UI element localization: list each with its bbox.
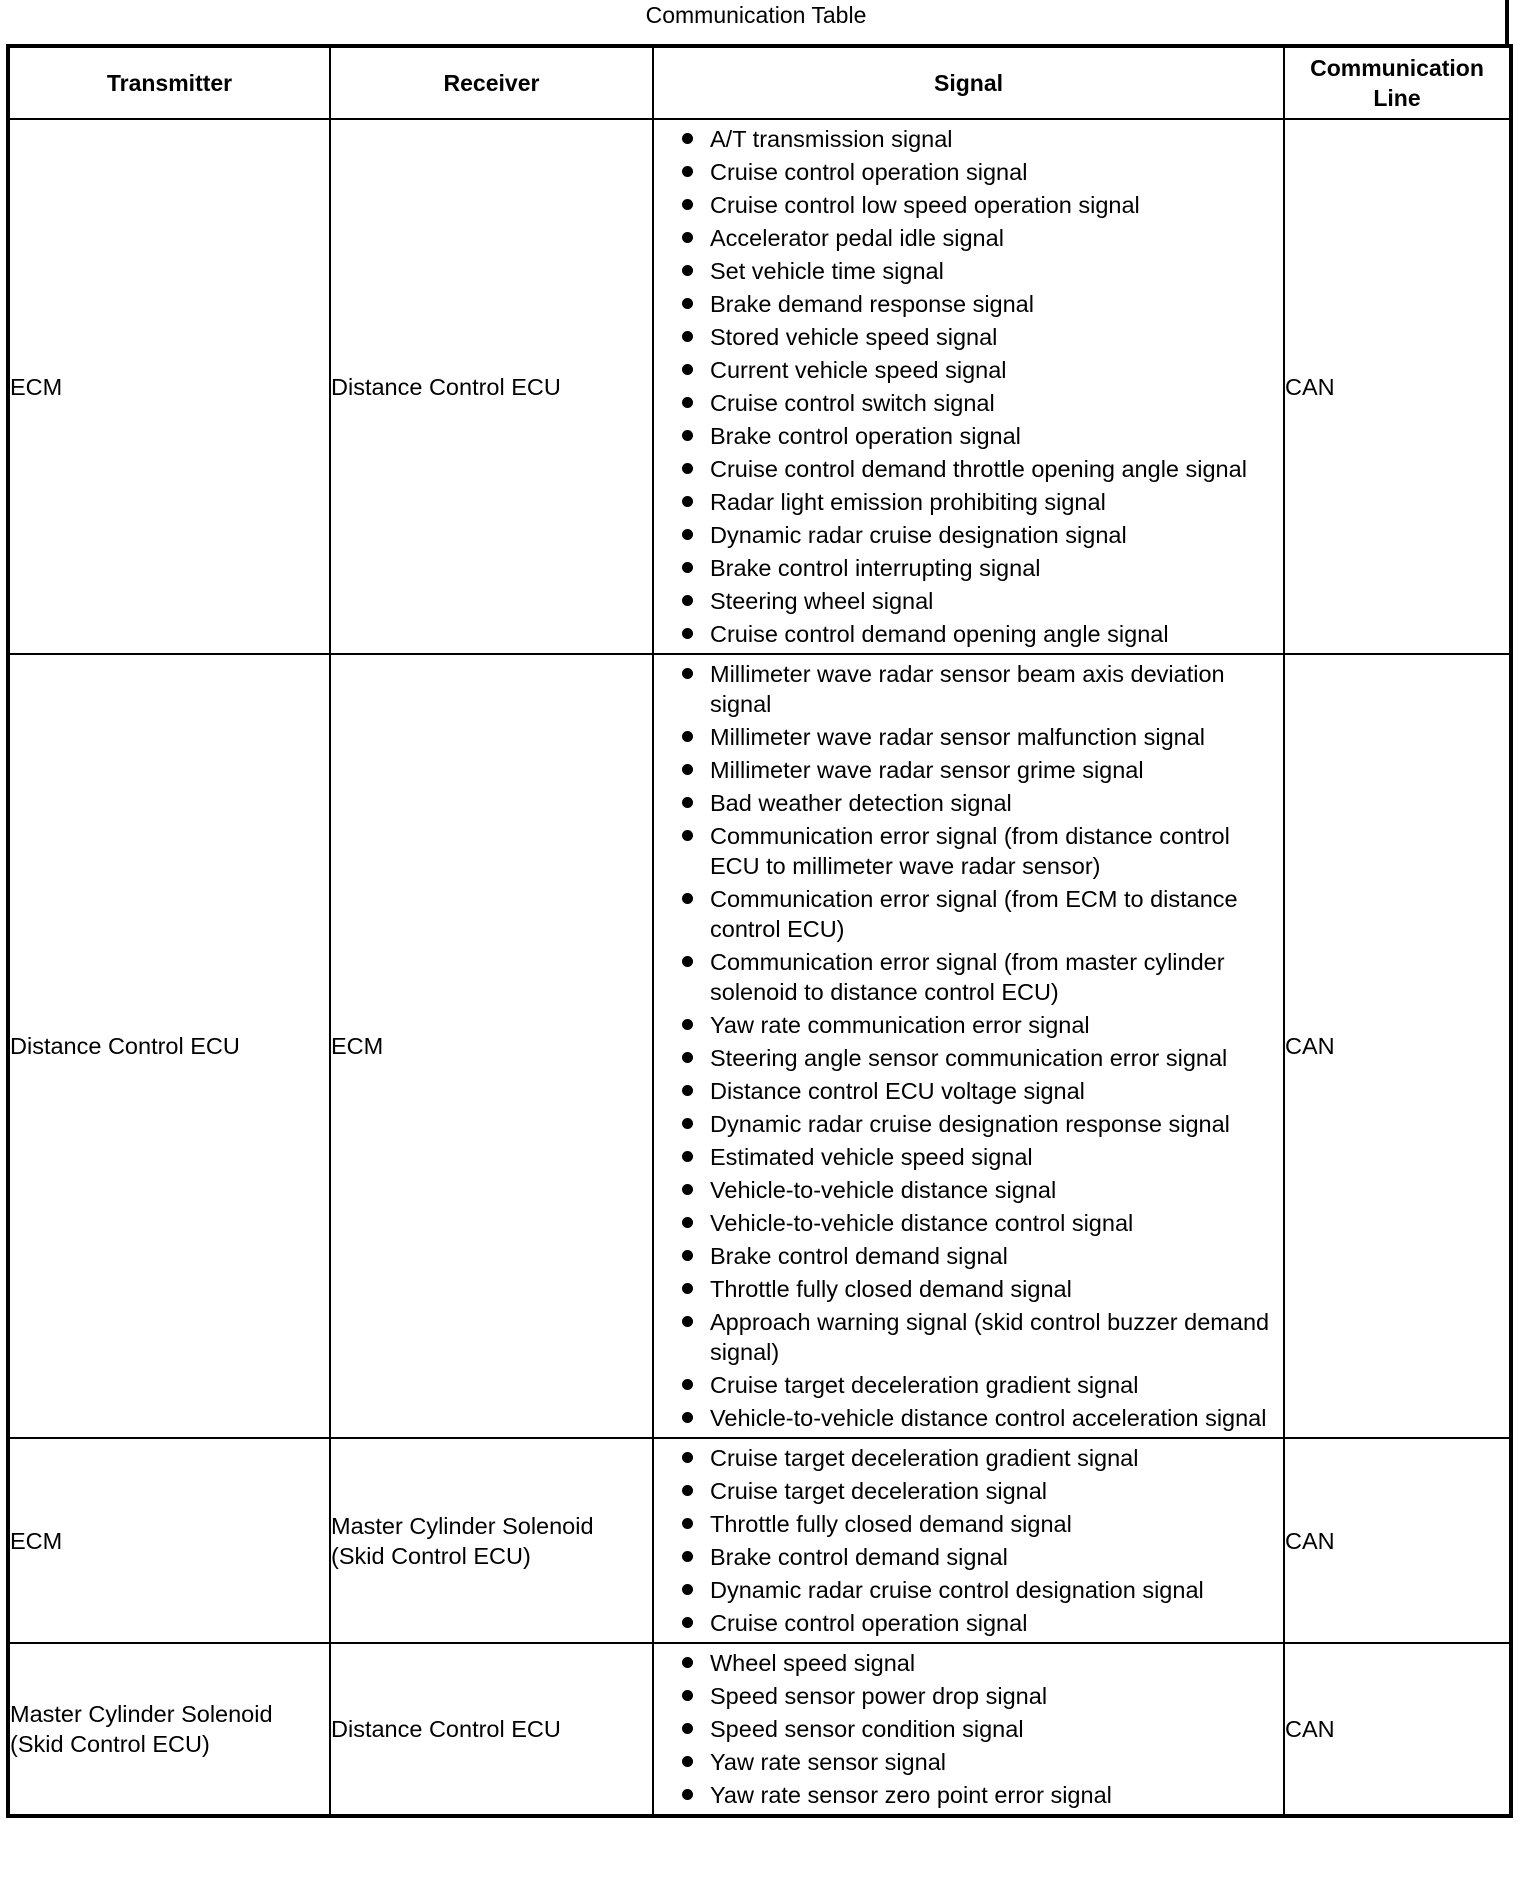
signal-item: Cruise control operation signal: [654, 1608, 1275, 1638]
signal-item: Radar light emission prohibiting signal: [654, 487, 1275, 517]
signal-item: Dynamic radar cruise designation signal: [654, 520, 1275, 550]
signal-item: Speed sensor power drop signal: [654, 1681, 1275, 1711]
signal-item: Cruise control demand throttle opening angle signal: [654, 454, 1275, 484]
signal-cell: [653, 1438, 1284, 1643]
receiver-cell: Distance Control ECU: [330, 119, 653, 654]
signal-item: Distance control ECU voltage signal: [654, 1076, 1275, 1106]
signal-item: Vehicle-to-vehicle distance signal: [654, 1175, 1275, 1205]
signal-list: [654, 1644, 1283, 1814]
header-receiver: Receiver: [330, 46, 653, 119]
signal-item: Brake control demand signal: [654, 1542, 1275, 1572]
signal-item: Cruise control demand opening angle signal: [654, 619, 1275, 649]
signal-cell: [653, 1643, 1284, 1816]
transmitter-cell: ECM: [8, 1438, 330, 1643]
table-row: [8, 119, 1511, 654]
signal-item: Approach warning signal (skid control buzzer demand signal): [654, 1307, 1275, 1367]
table-row: [8, 1643, 1511, 1816]
signal-list: [654, 655, 1283, 1437]
signal-item: A/T transmission signal: [654, 124, 1275, 154]
table-body: [8, 119, 1511, 1816]
signal-item: Cruise control operation signal: [654, 157, 1275, 187]
signal-list: [654, 1439, 1283, 1642]
signal-cell: [653, 654, 1284, 1438]
header-signal: Signal: [653, 46, 1284, 119]
signal-item: Steering angle sensor communication error signal: [654, 1043, 1275, 1073]
signal-item: Brake demand response signal: [654, 289, 1275, 319]
signal-item: Estimated vehicle speed signal: [654, 1142, 1275, 1172]
signal-item: Cruise target deceleration gradient signal: [654, 1443, 1275, 1473]
communication-line-cell: CAN: [1284, 1438, 1511, 1643]
signal-item: Millimeter wave radar sensor grime signal: [654, 755, 1275, 785]
signal-list: [654, 120, 1283, 653]
signal-item: Millimeter wave radar sensor beam axis deviation signal: [654, 659, 1275, 719]
signal-item: Communication error signal (from master cylinder solenoid to distance control ECU): [654, 947, 1275, 1007]
communication-table: [6, 44, 1513, 1818]
communication-line-cell: CAN: [1284, 119, 1511, 654]
signal-item: Accelerator pedal idle signal: [654, 223, 1275, 253]
table-caption: Communication Table: [645, 2, 867, 28]
signal-item: Throttle fully closed demand signal: [654, 1274, 1275, 1304]
signal-item: Dynamic radar cruise control designation signal: [654, 1575, 1275, 1605]
signal-item: Dynamic radar cruise designation response signal: [654, 1109, 1275, 1139]
receiver-cell: Distance Control ECU: [330, 1643, 653, 1816]
signal-item: Brake control operation signal: [654, 421, 1275, 451]
signal-item: Cruise control low speed operation signal: [654, 190, 1275, 220]
communication-line-cell: CAN: [1284, 654, 1511, 1438]
signal-item: Vehicle-to-vehicle distance control acceleration signal: [654, 1403, 1275, 1433]
signal-item: Set vehicle time signal: [654, 256, 1275, 286]
signal-item: Communication error signal (from distance control ECU to millimeter wave radar sensor): [654, 821, 1275, 881]
signal-item: Steering wheel signal: [654, 586, 1275, 616]
signal-item: Bad weather detection signal: [654, 788, 1275, 818]
signal-cell: [653, 119, 1284, 654]
header-transmitter: Transmitter: [8, 46, 330, 119]
signal-item: Cruise target deceleration signal: [654, 1476, 1275, 1506]
receiver-cell: ECM: [330, 654, 653, 1438]
receiver-cell: Master Cylinder Solenoid (Skid Control ECU): [330, 1438, 653, 1643]
header-row: [8, 46, 1511, 119]
table-row: [8, 1438, 1511, 1643]
transmitter-cell: ECM: [8, 119, 330, 654]
communication-line-cell: CAN: [1284, 1643, 1511, 1816]
signal-item: Yaw rate communication error signal: [654, 1010, 1275, 1040]
signal-item: Communication error signal (from ECM to distance control ECU): [654, 884, 1275, 944]
table-row: [8, 654, 1511, 1438]
signal-item: Wheel speed signal: [654, 1648, 1275, 1678]
signal-item: Stored vehicle speed signal: [654, 322, 1275, 352]
signal-item: Vehicle-to-vehicle distance control signal: [654, 1208, 1275, 1238]
transmitter-cell: Master Cylinder Solenoid (Skid Control ECU): [8, 1643, 330, 1816]
signal-item: Yaw rate sensor zero point error signal: [654, 1780, 1275, 1810]
signal-item: Cruise control switch signal: [654, 388, 1275, 418]
signal-item: Current vehicle speed signal: [654, 355, 1275, 385]
signal-item: Speed sensor condition signal: [654, 1714, 1275, 1744]
signal-item: Throttle fully closed demand signal: [654, 1509, 1275, 1539]
signal-item: Yaw rate sensor signal: [654, 1747, 1275, 1777]
transmitter-cell: Distance Control ECU: [8, 654, 330, 1438]
header-communication-line: Communication Line: [1284, 46, 1511, 119]
signal-item: Brake control interrupting signal: [654, 553, 1275, 583]
signal-item: Millimeter wave radar sensor malfunction signal: [654, 722, 1275, 752]
signal-item: Cruise target deceleration gradient signal: [654, 1370, 1275, 1400]
signal-item: Brake control demand signal: [654, 1241, 1275, 1271]
